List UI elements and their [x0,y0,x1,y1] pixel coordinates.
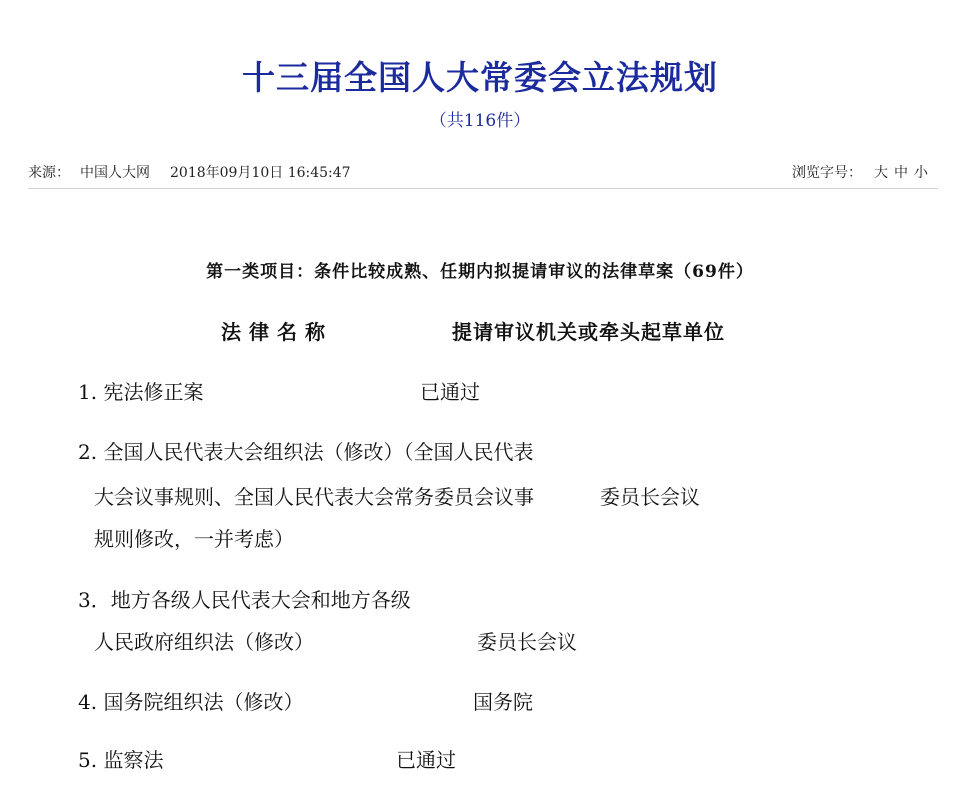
law-item-2-name-line-2: 大会议事规则、全国人民代表大会常务委员会议事 [94,485,534,509]
meta-divider [28,188,938,189]
font-size-large-button[interactable]: 大 [874,165,888,181]
font-size-small-button[interactable]: 小 [914,165,928,181]
law-item-4-unit: 国务院 [473,690,533,714]
article-subtitle: （共116件） [429,111,531,131]
law-item-2-name-line-3: 规则修改，一并考虑） [94,527,294,551]
law-item-2-name-line-1: 2. 全国人民代表大会组织法（修改）（全国人民代表 [78,440,534,464]
law-item-1-unit: 已通过 [420,380,480,404]
law-item-1-name: 1. 宪法修正案 [78,380,204,404]
source-name: 中国人大网 [80,165,150,181]
article-source-info [28,162,351,182]
law-item-3-unit: 委员长会议 [477,630,577,654]
law-item-3-name-line-1: 3．地方各级人民代表大会和地方各级 [78,588,411,612]
font-size-medium-button[interactable]: 中 [894,165,908,181]
publish-date: 2018年09月10日 16:45:47 [170,165,351,181]
font-size-label: 浏览字号： [792,165,862,181]
article-meta-bar [28,162,928,184]
law-item-5-unit: 已通过 [396,748,456,772]
column-header-submitting-unit: 提请审议机关或牵头起草单位 [452,320,725,344]
law-item-2-unit: 委员长会议 [600,485,700,509]
source-label: 来源： [28,165,70,181]
column-header-law-name: 法律名称 [221,320,333,344]
font-size-switcher [792,162,928,182]
law-item-4-name: 4. 国务院组织法（修改） [78,690,304,714]
law-item-3-name-line-2: 人民政府组织法（修改） [94,630,314,654]
article-title: 十三届全国人大常委会立法规划 [242,58,718,97]
law-item-5-name: 5. 监察法 [78,748,164,772]
section-heading: 第一类项目：条件比较成熟、任期内拟提请审议的法律草案（69件） [206,262,754,282]
